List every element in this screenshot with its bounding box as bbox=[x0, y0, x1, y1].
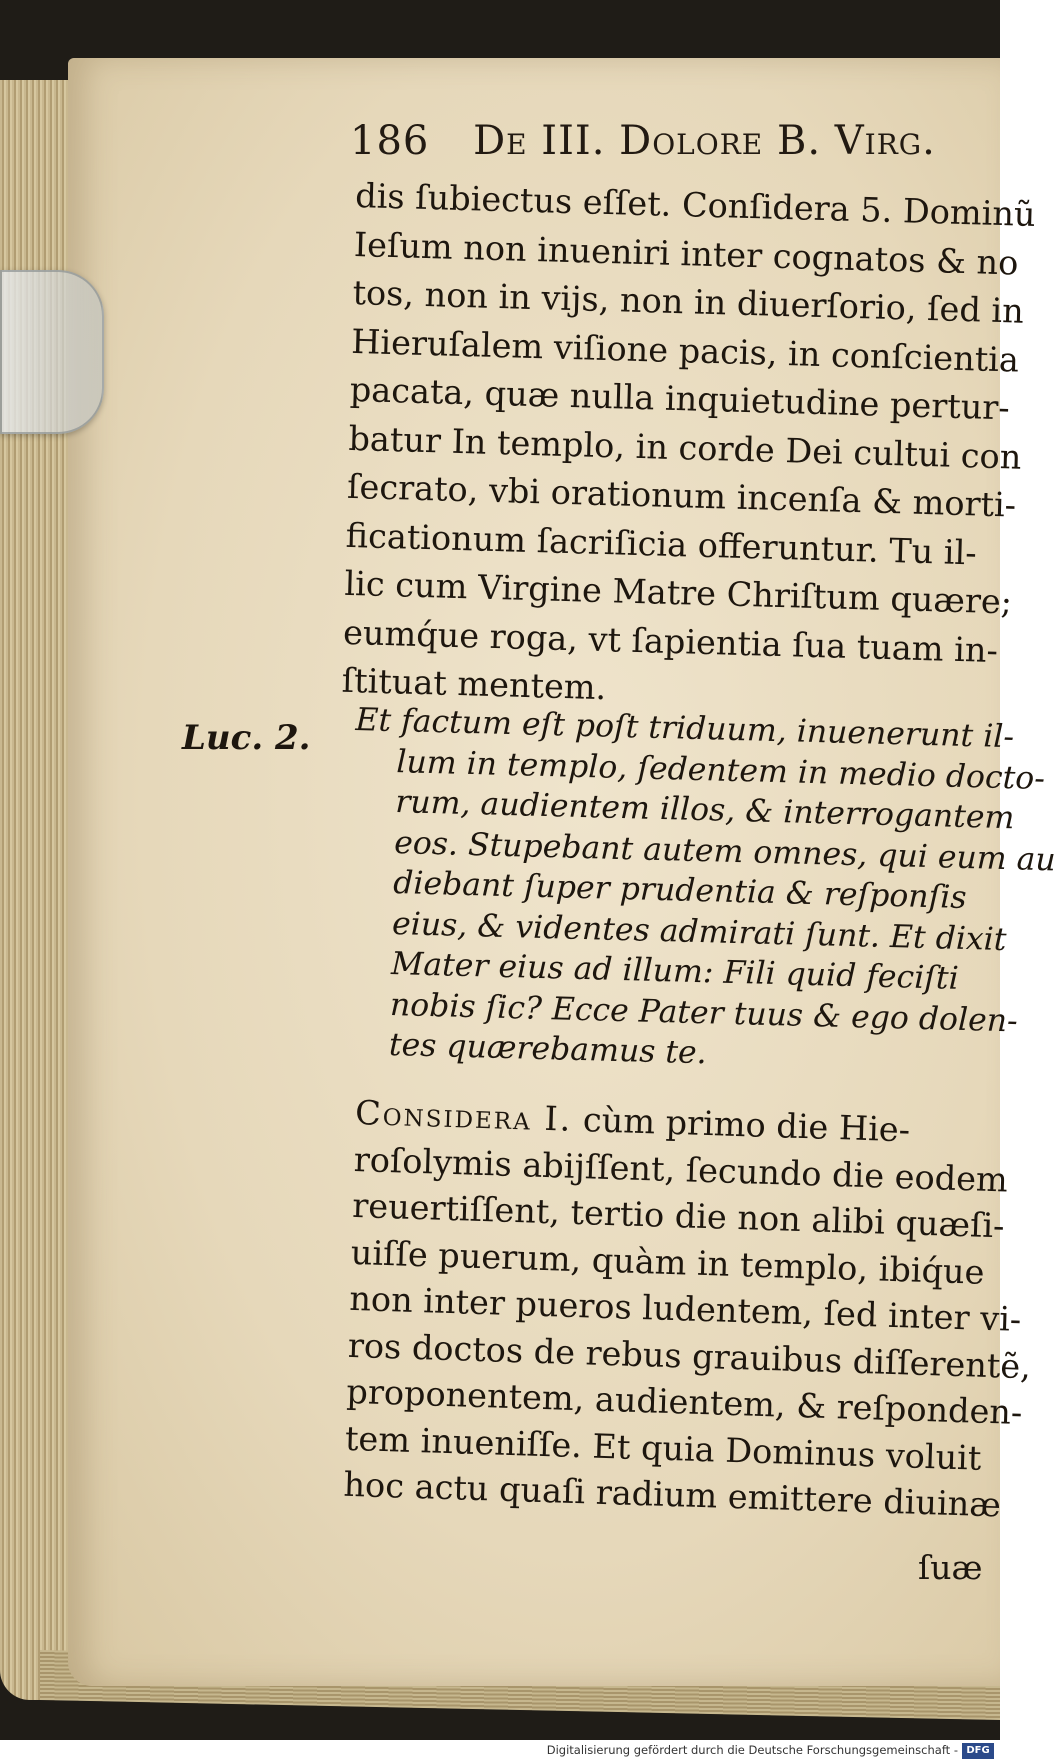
quote-line: rum, audientem illos, & interrogantem bbox=[394, 784, 1015, 837]
text-line: Hieruſalem viſione pacis, in conſcientia bbox=[350, 321, 1020, 380]
text-line: ficationum ſacriſicia offeruntur. Tu il- bbox=[345, 515, 978, 572]
running-header bbox=[350, 118, 950, 164]
quote-line: diebant ſuper prudentia & reſponſis bbox=[392, 865, 967, 917]
text-line: ros doctos de rebus grauibus diſſerentẽ, bbox=[347, 1325, 1032, 1386]
paragraph-1 bbox=[341, 172, 1037, 722]
text-line: eumq́ue roga, vt ſapientia ſua tuam in- bbox=[342, 612, 999, 670]
quote-line: nobis ſic? Ecce Pater tuus & ego dolen- bbox=[389, 986, 1019, 1039]
text-line: ſecrato, vbi orationum incenſa & morti- bbox=[346, 466, 1017, 525]
text-line: batur In templo, in corde Dei cultui con bbox=[348, 418, 1022, 477]
paragraph-2 bbox=[342, 1090, 1032, 1528]
digitization-footer bbox=[0, 1740, 1000, 1763]
paragraph-lead: Considera I. bbox=[354, 1092, 573, 1139]
funding-credit: Digitalisierung gefördert durch die Deutsche Forschungsgemeinschaft - bbox=[546, 1743, 958, 1757]
page-holder-clip bbox=[0, 270, 104, 434]
text-line: reuertiſſent, tertio die non alibi quæſi- bbox=[351, 1185, 1006, 1246]
text-line: dis ſubiectus eſſet. Conſidera 5. Dominũ bbox=[354, 175, 1037, 234]
text-line: tos, non in vijs, non in diuerſorio, ſed in bbox=[352, 272, 1025, 331]
quote-line: Et factum eſt poſt triduum, inuenerunt il- bbox=[355, 701, 1015, 756]
quote-line: lum in templo, ſedentem in medio docto- bbox=[395, 743, 1046, 797]
text-line: roſolymis abijſſent, ſecundo die eodem bbox=[353, 1139, 1009, 1200]
text-line: pacata, quæ nulla inquietudine pertur- bbox=[349, 369, 1011, 428]
text-line: Ieſum non inueniri inter cognatos & no bbox=[353, 224, 1019, 283]
quote-line: Mater eius ad illum: Fili quid feciſti bbox=[390, 946, 960, 997]
quote-line: eius, & videntes admirati ſunt. Et dixit bbox=[391, 905, 1007, 958]
text-line: ſtituat mentem. bbox=[341, 660, 607, 708]
text-line: tem inueniſſe. Et quia Dominus voluit bbox=[344, 1418, 982, 1478]
quote-line: tes quærebamus te. bbox=[388, 1026, 708, 1072]
running-title: De III. Dolore B. Virg. bbox=[473, 118, 936, 164]
page-number: 186 bbox=[350, 118, 430, 164]
text-line: non inter pueros ludentem, ſed inter vi- bbox=[348, 1278, 1022, 1339]
first-line-rest: cùm primo die Hie- bbox=[571, 1099, 911, 1150]
text-line: uiſſe puerum, quàm in templo, ibiq́ue bbox=[350, 1232, 986, 1292]
margin-note: Luc. 2. bbox=[182, 718, 311, 758]
text-line: hoc actu quaſi radium emittere diuinæ bbox=[342, 1464, 1002, 1525]
quote-line: eos. Stupebant autem omnes, qui eum au bbox=[393, 824, 1057, 878]
scripture-quote bbox=[346, 700, 1057, 1080]
text-line: proponentem, audientem, & reſponden- bbox=[345, 1371, 1023, 1433]
dfg-logo: DFG bbox=[962, 1743, 994, 1759]
catchword: ſuæ bbox=[918, 1548, 983, 1587]
text-line: lic cum Virgine Matre Chriſtum quære; bbox=[343, 563, 1013, 622]
